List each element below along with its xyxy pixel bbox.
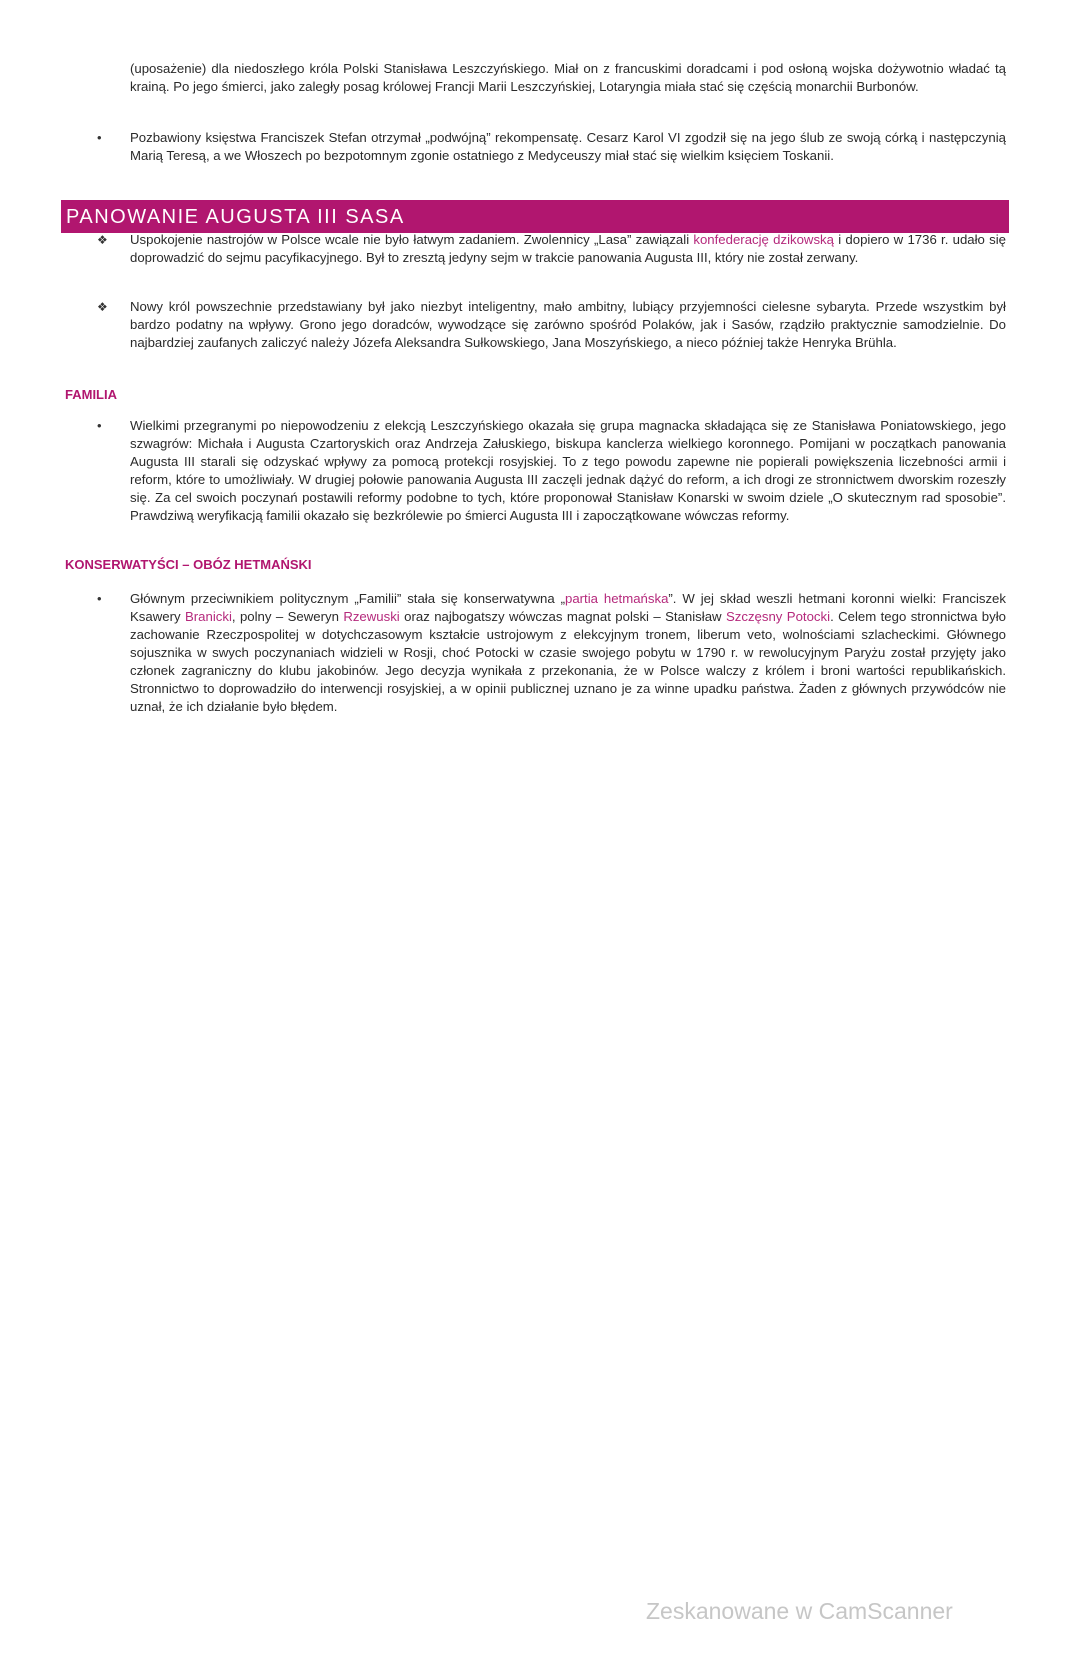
diamond-bullet-icon: ❖: [97, 300, 108, 314]
section-item-1: [130, 231, 1006, 267]
intro-paragraph-2: Pozbawiony księstwa Franciszek Stefan otrzymał „podwójną” rekompensatę. Cesarz Karol VI zgodził się na jego ślub ze swoją córką i następczynią Marią Teresą, a we Włoszech po bezpotomnym zgonie ostatniego z Medyceuszy miał stać się wielkim księciem Toskanii.: [130, 130, 1006, 163]
konserwatysci-heading: KONSERWATYŚCI – OBÓZ HETMAŃSKI: [65, 557, 312, 572]
section-title: PANOWANIE AUGUSTA III SASA: [66, 206, 405, 228]
bullet-icon: •: [97, 418, 102, 433]
konserwatysci-paragraph: [130, 590, 1006, 716]
konserwatysci-text-4: oraz najbogatszy wówczas magnat polski – Stanisław: [399, 609, 726, 624]
section-item-2: Nowy król powszechnie przedstawiany był jako niezbyt inteligentny, mało ambitny, lubiący przyjemności cielesne sybaryta. Przede wszystkim był bardzo podatny na wpływy. Grono jego doradców, wywodzące się zarówno spośród Polaków, jak i Sasów, rządziło praktycznie samodzielnie. Do najbardziej zaufanych zaliczyć należy Józefa Aleksandra Sułkowskiego, Jana Moszyńskiego, a nieco później także Henryka Brühla.: [130, 299, 1006, 350]
konserwatysci-text-1: Głównym przeciwnikiem politycznym „Familii” stała się konserwatywna „: [130, 591, 565, 606]
familia-heading: FAMILIA: [65, 387, 117, 402]
familia-paragraph: Wielkimi przegranymi po niepowodzeniu z elekcją Leszczyńskiego okazała się grupa magnacka składająca się ze Stanisława Poniatowskiego, jego szwagrów: Michała i Augusta Czartoryskich oraz Andrzeja Załuskiego, biskupa kanclerza wielkiego koronnego. Pomijani w początkach panowania Augusta III starali się odzyskać wpływy za pomocą protekcji rosyjskiej. To z tego powodu zapewne nie popierali powiększenia liczebności armii i reform, które to umożliwiały. W drugiej połowie panowania Augusta III zaczęli jednak dążyć do reform, a ich drogi ze stronnictwem dworskim rozeszły się. Za cel swoich poczynań postawili reformy podobne to tych, które proponował Stanisław Konarski w swoim dziele „O skutecznym rad sposobie”. Prawdziwą weryfikacją familii okazało się bezkrólewie po śmierci Augusta III i zapoczątkowane wówczas reformy.: [130, 418, 1006, 523]
konserwatysci-text-3: , polny – Seweryn: [231, 609, 344, 624]
camscanner-watermark: Zeskanowane w CamScanner: [646, 1598, 953, 1624]
bullet-icon: •: [97, 591, 102, 606]
section-item-1-text-a: Uspokojenie nastrojów w Polsce wcale nie było łatwym zadaniem. Zwolennicy „Lasa” zawiązali: [130, 232, 694, 247]
branicki-link[interactable]: Branicki: [184, 609, 232, 624]
konfederacja-dzikowska-link[interactable]: konfederację dzikowską: [693, 232, 834, 247]
potocki-link[interactable]: Szczęsny Potocki: [725, 609, 831, 624]
intro-paragraph-1: (uposażenie) dla niedoszłego króla Polski Stanisława Leszczyńskiego. Miał on z francuskimi doradcami i pod osłoną wojska dożywotnio władać tą krainą. Po jego śmierci, jako zaległy posag królowej Francji Marii Leszczyńskiej, Lotaryngia miała stać się częścią monarchii Burbonów.: [130, 61, 1006, 94]
section-item-1-text-b: i dopiero w 1736 r. udało się doprowadzić do sejmu pacyfikacyjnego. Był to zresztą jedyny sejm w trakcie panowania Augusta III, który nie został zerwany.: [130, 232, 1006, 265]
konserwatysci-text-2: ”. W jej skład weszli hetmani koronni wielki: Franciszek Ksawery: [130, 591, 1006, 624]
konserwatysci-text-5: . Celem tego stronnictwa było zachowanie Rzeczpospolitej w dotychczasowym kształcie ustrojowym z elekcyjnym tronem, liberum veto, wolnościami szlacheckimi. Głównego sojusznika w swych poczynaniach widzieli w Rosji, choć Potocki w czasie swojego pobytu w 1790 r. w rewolucyjnym Paryżu został przyjęty jako członek zagraniczny do klubu jakobinów. Jego decyzja wynikała z przekonania, że w Polsce walczy z królem i broni wartości republikańskich. Stronnictwo to doprowadziło do interwencji rosyjskiej, a w opinii publicznej uznano je za winne upadku państwa. Żaden z głównych przywódców nie uznał, że ich działanie było błędem.: [130, 609, 1006, 714]
diamond-bullet-icon: ❖: [97, 233, 108, 247]
partia-hetmanska-link[interactable]: partia hetmańska: [564, 591, 669, 606]
bullet-icon: •: [97, 130, 102, 145]
rzewuski-link[interactable]: Rzewuski: [343, 609, 400, 624]
